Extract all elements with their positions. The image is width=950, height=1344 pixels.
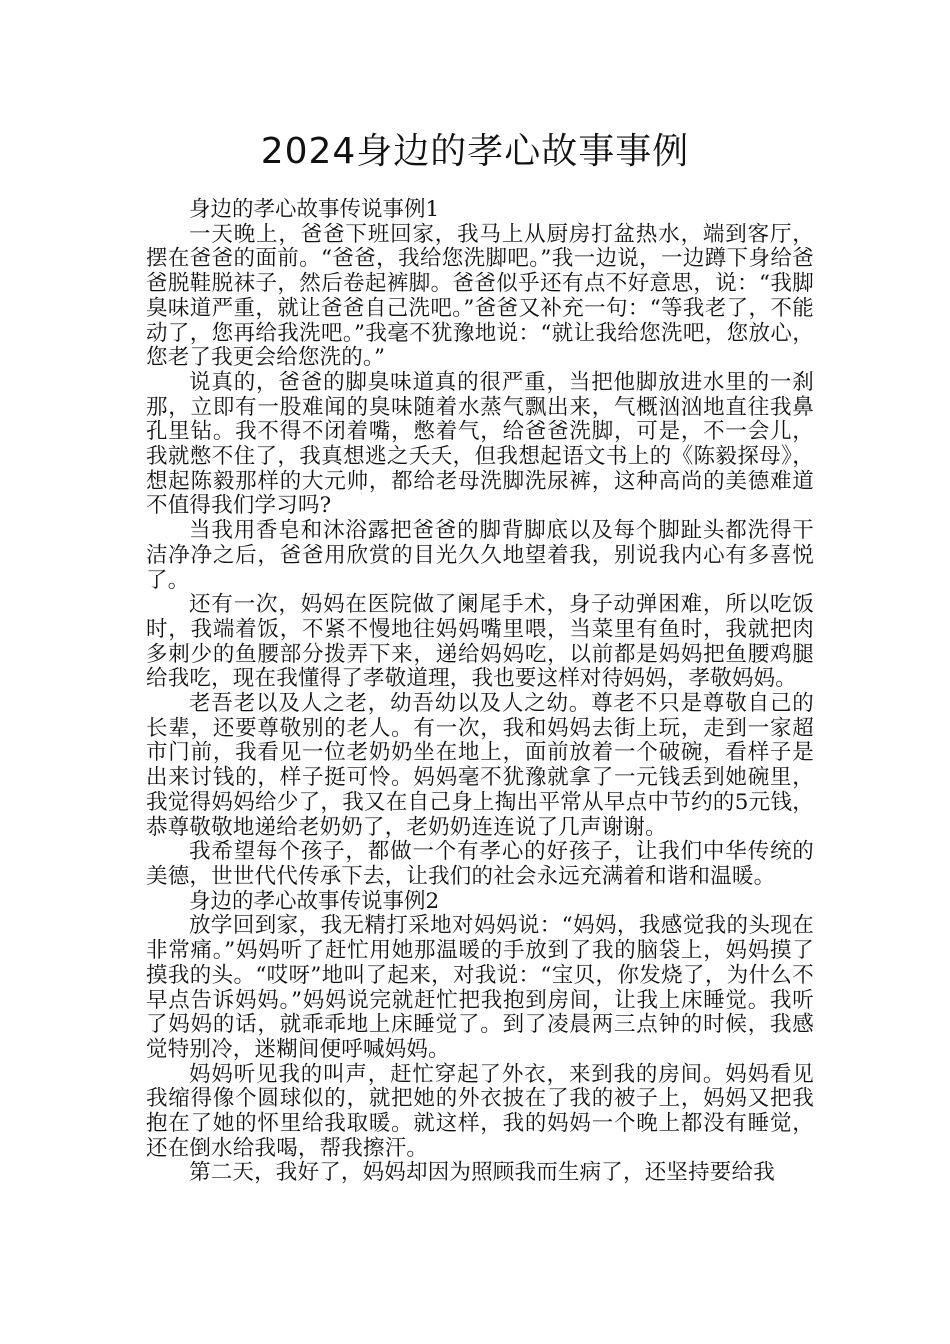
section-heading-1: 身边的孝心故事传说事例1 bbox=[189, 197, 440, 222]
section-heading-2: 身边的孝心故事传说事例2 bbox=[189, 888, 440, 914]
paragraph: 说真的，爸爸的脚臭味道真的很严重，当把他脚放进水里的一刹那，立即有一股难闻的臭味随着水蒸气飘出来，气概汹汹地直往我鼻孔里钻。我不得不闭着嘴，憋着气，给爸爸洗脚，可是，不一会儿，我就憋不住了，我真想逃之夭夭，但我想起语文书上的《陈毅探母》，想起陈毅那样的大元帅，都给老母洗脚洗尿裤，这种高尚的美德难道不值得我们学习吗? bbox=[146, 369, 814, 519]
paragraph: 第二天，我好了，妈妈却因为照顾我而生病了，还坚持要给我 bbox=[189, 1160, 775, 1186]
paragraph: 当我用香皂和沐浴露把爸爸的脚背脚底以及每个脚趾头都洗得干洁净净之后，爸爸用欣赏的目光久久地望着我，别说我内心有多喜悦了。 bbox=[146, 518, 814, 593]
document-body bbox=[146, 198, 814, 1186]
paragraph: 还有一次，妈妈在医院做了阑尾手术，身子动弹困难，所以吃饭时，我端着饭，不紧不慢地往妈妈嘴里喂，当菜里有鱼时，我就把肉多刺少的鱼腰部分拨弄下来，递给妈妈吃，以前都是妈妈把鱼腰鸡腿给我吃，现在我懂得了孝敬道理，我也要这样对待妈妈，孝敬妈妈。 bbox=[146, 592, 814, 692]
paragraph: 我希望每个孩子，都做一个有孝心的好孩子，让我们中华传统的美德，世世代代传承下去，让我们的社会永远充满着和谐和温暖。 bbox=[146, 839, 814, 889]
page-title: 2024身边的孝心故事事例 bbox=[260, 131, 690, 172]
paragraph: 妈妈听见我的叫声，赶忙穿起了外衣，来到我的房间。妈妈看见我缩得像个圆球似的，就把她的外衣披在了我的被子上，妈妈又把我抱在了她的怀里给我取暖。就这样，我的妈妈一个晚上都没有睡觉，还在倒水给我喝，帮我擦汗。 bbox=[146, 1061, 814, 1161]
paragraph: 老吾老以及人之老，幼吾幼以及人之幼。尊老不只是尊敬自己的长辈，还要尊敬别的老人。有一次，我和妈妈去街上玩，走到一家超市门前，我看见一位老奶奶坐在地上，面前放着一个破碗，看样子是出来讨钱的，样子挺可怜。妈妈毫不犹豫就拿了一元钱丢到她碗里，我觉得妈妈给少了，我又在自己身上掏出平常从早点中节约的5元钱，恭尊敬敬地递给老奶奶了，老奶奶连连说了几声谢谢。 bbox=[146, 691, 814, 840]
paragraph: 放学回到家，我无精打采地对妈妈说：“妈妈，我感觉我的头现在非常痛。”妈妈听了赶忙用她那温暖的手放到了我的脑袋上，妈妈摸了摸我的头。“哎呀”地叫了起来，对我说：“宝贝，你发烧了，为什么不早点告诉妈妈。”妈妈说完就赶忙把我抱到房间，让我上床睡觉。我听了妈妈的话，就乖乖地上床睡觉了。到了凌晨两三点钟的时候，我感觉特别冷，迷糊间便呼喊妈妈。 bbox=[146, 913, 814, 1062]
paragraph: 一天晚上，爸爸下班回家，我马上从厨房打盆热水，端到客厅，摆在爸爸的面前。“爸爸，我给您洗脚吧。”我一边说，一边蹲下身给爸爸脱鞋脱袜子，然后卷起裤脚。爸爸似乎还有点不好意思，说：“我脚臭味道严重，就让爸爸自己洗吧。”爸爸又补充一句：“等我老了，不能动了，您再给我洗吧。”我毫不犹豫地说：“就让我给您洗吧，您放心，您老了我更会给您洗的。” bbox=[146, 221, 814, 371]
